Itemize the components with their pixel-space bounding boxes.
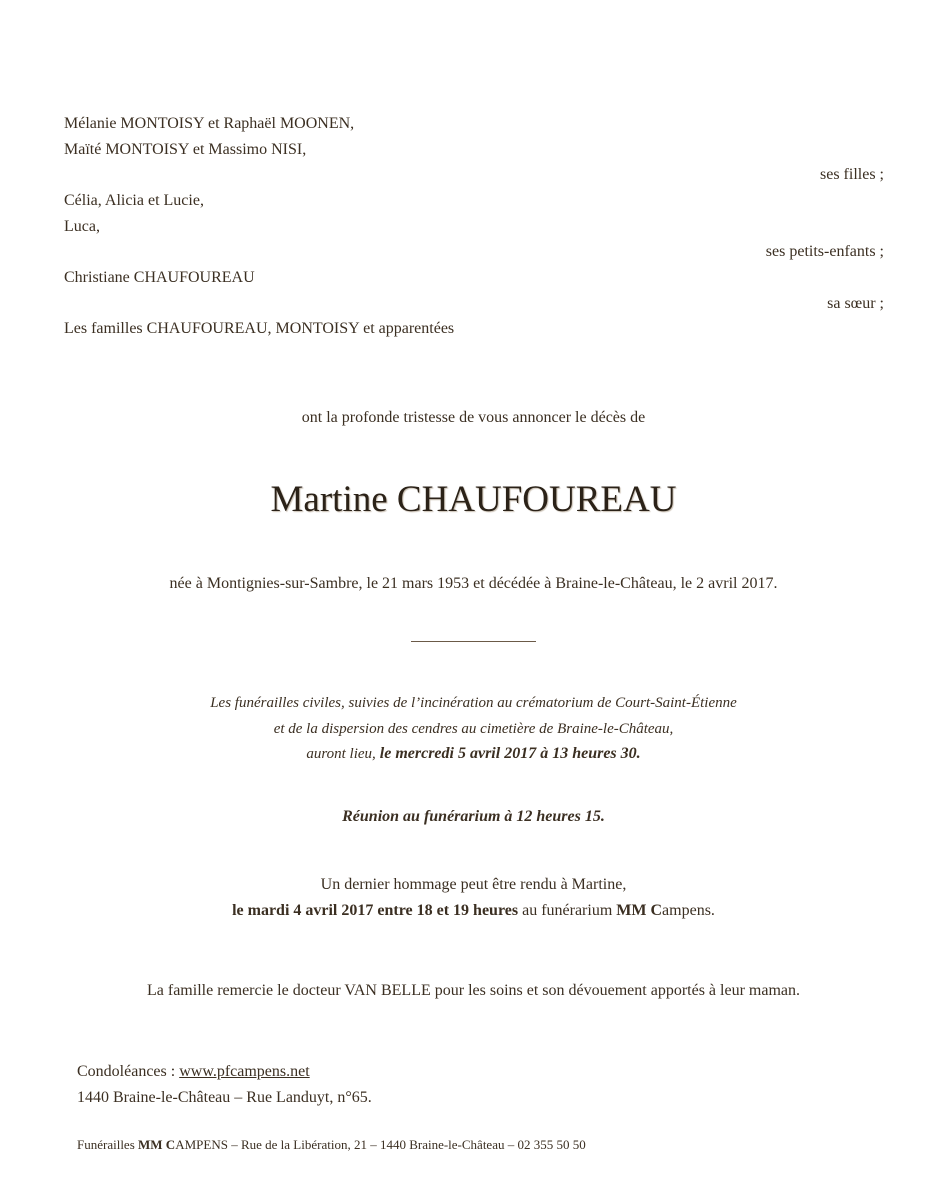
grandchildren-line-1: Célia, Alicia et Lucie, <box>64 192 204 209</box>
footer-brand-rest: AMPENS <box>175 1137 228 1152</box>
sister-role: sa sœur ; <box>827 295 884 312</box>
homage-brand-bold: MM C <box>616 902 663 919</box>
homage-line-1: Un dernier hommage peut être rendu à Martine, <box>320 876 627 893</box>
homage-place-prefix: au funérarium <box>522 902 613 919</box>
sister-line: Christiane CHAUFOUREAU <box>64 269 255 286</box>
separator-line <box>411 641 536 642</box>
thanks-text: La famille remercie le docteur VAN BELLE pour les soins et son dévouement apportés à leur maman. <box>147 982 800 999</box>
condolences-line <box>77 1062 310 1082</box>
condolences-address: 1440 Braine-le-Château – Rue Landuyt, n°65. <box>77 1089 372 1106</box>
condolences-link[interactable]: www.pfcampens.net <box>179 1063 310 1080</box>
funeral-line-2: et de la dispersion des cendres au cimetière de Braine-le-Château, <box>273 721 674 737</box>
grandchildren-line-2: Luca, <box>64 218 100 235</box>
reunion-text: Réunion au funérarium à 12 heures 15. <box>342 808 605 825</box>
footer-brand-bold: MM C <box>138 1137 176 1152</box>
homage-line-2 <box>0 901 947 921</box>
condolences-label: Condoléances : <box>77 1063 176 1080</box>
families-line: Les familles CHAUFOUREAU, MONTOISY et apparentées <box>64 320 455 337</box>
funeral-prefix: auront lieu, <box>306 746 376 762</box>
grandchildren-role: ses petits-enfants ; <box>765 243 884 260</box>
footer-address: – Rue de la Libération, 21 – 1440 Braine-le-Château – 02 355 50 50 <box>231 1137 586 1152</box>
funeral-line-3 <box>0 744 947 764</box>
homage-date: le mardi 4 avril 2017 entre 18 et 19 heures <box>232 902 519 919</box>
announcement-text: ont la profonde tristesse de vous annoncer le décès de <box>301 409 646 426</box>
footer-prefix: Funérailles <box>77 1137 135 1152</box>
funeral-date: le mercredi 5 avril 2017 à 13 heures 30. <box>379 745 641 762</box>
homage-brand-rest: ampens. <box>662 902 715 919</box>
daughters-role: ses filles ; <box>820 166 884 183</box>
deceased-name: Martine CHAUFOUREAU <box>270 479 677 520</box>
funeral-line-1: Les funérailles civiles, suivies de l’incinération au crématorium de Court-Saint-Étienne <box>210 695 737 711</box>
birth-death-text: née à Montignies-sur-Sambre, le 21 mars 1953 et décédée à Braine-le-Château, le 2 avril 2017. <box>169 575 778 592</box>
footer-line <box>77 1137 586 1153</box>
daughters-line-1: Mélanie MONTOISY et Raphaël MOONEN, <box>64 115 355 132</box>
daughters-line-2: Maïté MONTOISY et Massimo NISI, <box>64 141 307 158</box>
